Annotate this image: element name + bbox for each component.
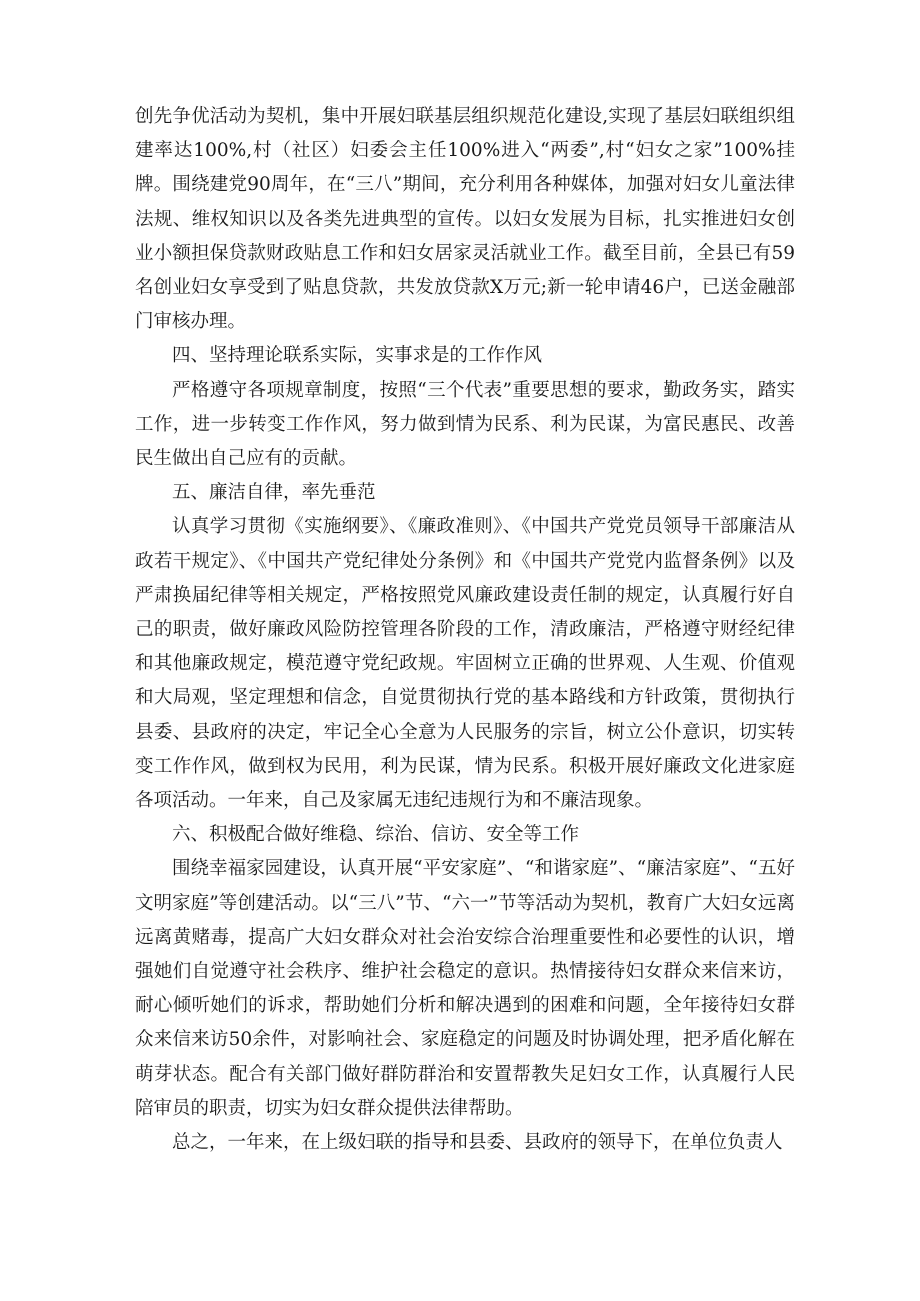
paragraph-work-style: 严格遵守各项规章制度，按照“三个代表”重要思想的要求，勤政务实，踏实工作，进一步转变工作作风，努力做到情为民系、利为民谋，为富民惠民、改善民生做出自己应有的贡献。 [135,379,795,470]
document-body [135,100,795,1160]
paragraph-stability: 围绕幸福家园建设，认真开展“平安家庭”、“和谐家庭”、“廉洁家庭”、“五好文明家庭”等创建活动。以“三八”节、“六一”节等活动为契机，教育广大妇女远离远离黄赌毒，提高广大妇女群众对社会治安综合治理重要性和必要性的认识，增强她们自觉遵守社会秩序、维护社会稳定的意识。热情接待妇女群众来信来访，耐心倾听她们的诉求，帮助她们分析和解决遇到的困难和问题，全年接待妇女群众来信来访50余件，对影响社会、家庭稳定的问题及时协调处理，把矛盾化解在萌芽状态。配合有关部门做好群防群治和安置帮教失足妇女工作，认真履行人民陪审员的职责，切实为妇女群众提供法律帮助。 [135,858,795,1119]
section-heading-four: 四、坚持理论联系实际，实事求是的工作作风 [172,345,543,367]
section-heading-five: 五、廉洁自律，率先垂范 [172,482,376,504]
paragraph-summary: 总之，一年来，在上级妇联的指导和县委、县政府的领导下，在单位负责人 [172,1132,783,1154]
section-heading-six: 六、积极配合做好维稳、综治、信访、安全等工作 [172,824,580,846]
paragraph-integrity: 认真学习贯彻《实施纲要》、《廉政准则》、《中国共产党党员领导干部廉洁从政若干规定》、《中国共产党纪律处分条例》和《中国共产党党内监督条例》以及严肃换届纪律等相关规定，严格按照党风廉政建设责任制的规定，认真履行好自己的职责，做好廉政风险防控管理各阶段的工作，清政廉洁，严格遵守财经纪律和其他廉政规定，模范遵守党纪政规。牢固树立正确的世界观、人生观、价值观和大局观，坚定理想和信念，自觉贯彻执行党的基本路线和方针政策，贯彻执行县委、县政府的决定，牢记全心全意为人民服务的宗旨，树立公仆意识，切实转变工作作风，做到权为民用，利为民谋，情为民系。积极开展好廉政文化进家庭各项活动。一年来，自己及家属无违纪违规行为和不廉洁现象。 [135,516,795,812]
paragraph-continued: 创先争优活动为契机，集中开展妇联基层组织规范化建设,实现了基层妇联组织组建率达100%,村（社区）妇委会主任100%进入“两委”,村“妇女之家”100%挂牌。围绕建党90周年，在“三八”期间，充分利用各种媒体，加强对妇女儿童法律法规、维权知识以及各类先进典型的宣传。以妇女发展为目标，扎实推进妇女创业小额担保贷款财政贴息工作和妇女居家灵活就业工作。截至目前，全县已有59名创业妇女享受到了贴息贷款，共发放贷款X万元;新一轮申请46户，已送金融部门审核办理。 [135,106,795,333]
